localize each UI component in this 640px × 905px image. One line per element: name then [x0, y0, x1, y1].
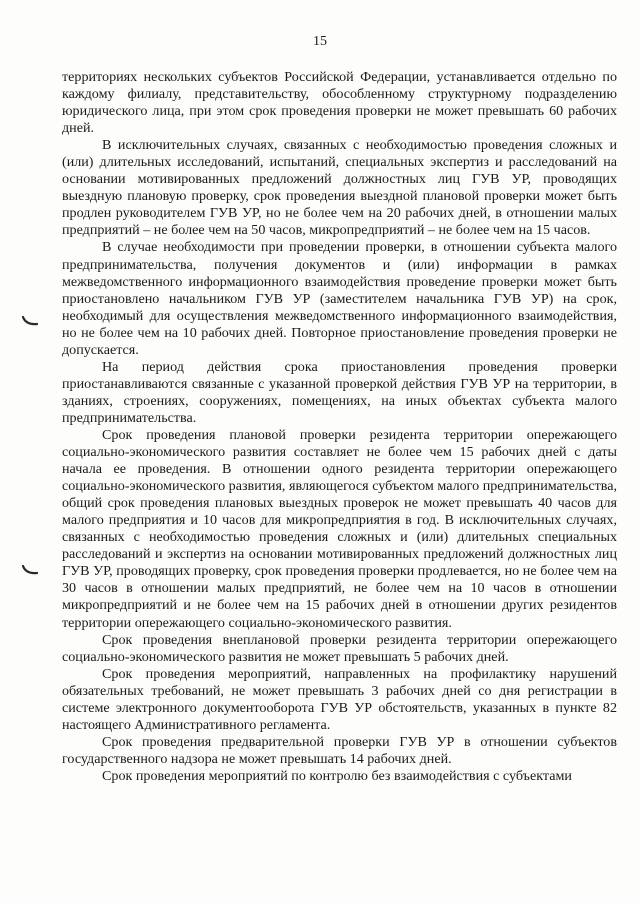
- page-number: 15: [313, 34, 327, 49]
- paragraph-unscheduled-inspection-resident: Срок проведения внеплановой проверки резидента территории опережающего социально-экономического развития не может превышать 5 рабочих дней.: [62, 631, 617, 665]
- paragraph-control-measures-term: Срок проведения мероприятий по контролю без взаимодействия с субъектами: [102, 767, 572, 784]
- paragraph-suspension-period-actions: На период действия срока приостановления проведения проверки приостанавливаются связанные с указанной проверкой действия ГУВ УР на территории, в зданиях, строениях, сооружениях, помещениях, на иных объектах субъекта малого предпринимательства.: [62, 358, 617, 426]
- paragraph-preliminary-inspection-term: Срок проведения предварительной проверки ГУВ УР в отношении субъектов государственного надзора не может превышать 14 рабочих дней.: [62, 733, 617, 767]
- binder-hole-mark-icon: [22, 316, 38, 326]
- paragraph-prevention-measures-term: Срок проведения мероприятий, направленных на профилактику нарушений обязательных требований, не может превышать 3 рабочих дней со дня регистрации в системе электронного документооборота ГУВ УР обстоятельств, указанных в пункте 82 настоящего Административного регламента.: [62, 665, 617, 733]
- paragraph-scheduled-inspection-resident: Срок проведения плановой проверки резидента территории опережающего социально-экономического развития составляет не более чем 15 рабочих дней с даты начала ее проведения. В отношении одного резидента территории опережающего социально-экономического развития, являющегося субъектом малого предпринимательства, общий срок проведения плановых выездных проверок не может превышать 40 часов для малого предприятия и 10 часов для микропредприятия в год. В исключительных случаях, связанных с необходимостью проведения сложных и (или) длительных специальных расследований и экспертиз на основании мотивированных предложений должностных лиц ГУВ УР, проводящих проверку, срок проведения проверки продлевается, но не более чем на 30 часов в отношении малых предприятий, не более чем на 10 часов в отношении микропредприятий и не более чем на 15 рабочих дней в отношении других резидентов территории опережающего социально-экономического развития.: [62, 426, 617, 631]
- paragraph-extension-exceptional-cases: В исключительных случаях, связанных с необходимостью проведения сложных и (или) длительных исследований, испытаний, специальных экспертиз и расследований на основании мотивированных предложений должностных лиц ГУВ УР, проводящих выездную плановую проверку, срок проведения выездной плановой проверки может быть продлен руководителем ГУВ УР, но не более чем на 20 рабочих дней, в отношении малых предприятий – не более чем на 50 часов, микропредприятий – не более чем на 15 часов.: [62, 137, 617, 239]
- binder-hole-mark-icon: [22, 565, 38, 575]
- paragraph-continuation: территориях нескольких субъектов Российской Федерации, устанавливается отдельно по каждому филиалу, представительству, обособленному структурному подразделению юридического лица, при этом срок проведения проверки не может превышать 60 рабочих дней.: [62, 69, 617, 137]
- document-body: [62, 69, 617, 785]
- paragraph-suspension-of-inspection: В случае необходимости при проведении проверки, в отношении субъекта малого предпринимательства, получения документов и (или) информации в рамках межведомственного информационного взаимодействия проведение проверки может быть приостановлено начальником ГУВ УР (заместителем начальника ГУВ УР) на срок, необходимый для осуществления межведомственного информационного взаимодействия, но не более чем на 10 рабочих дней. Повторное приостановление проведения проверки не допускается.: [62, 239, 617, 358]
